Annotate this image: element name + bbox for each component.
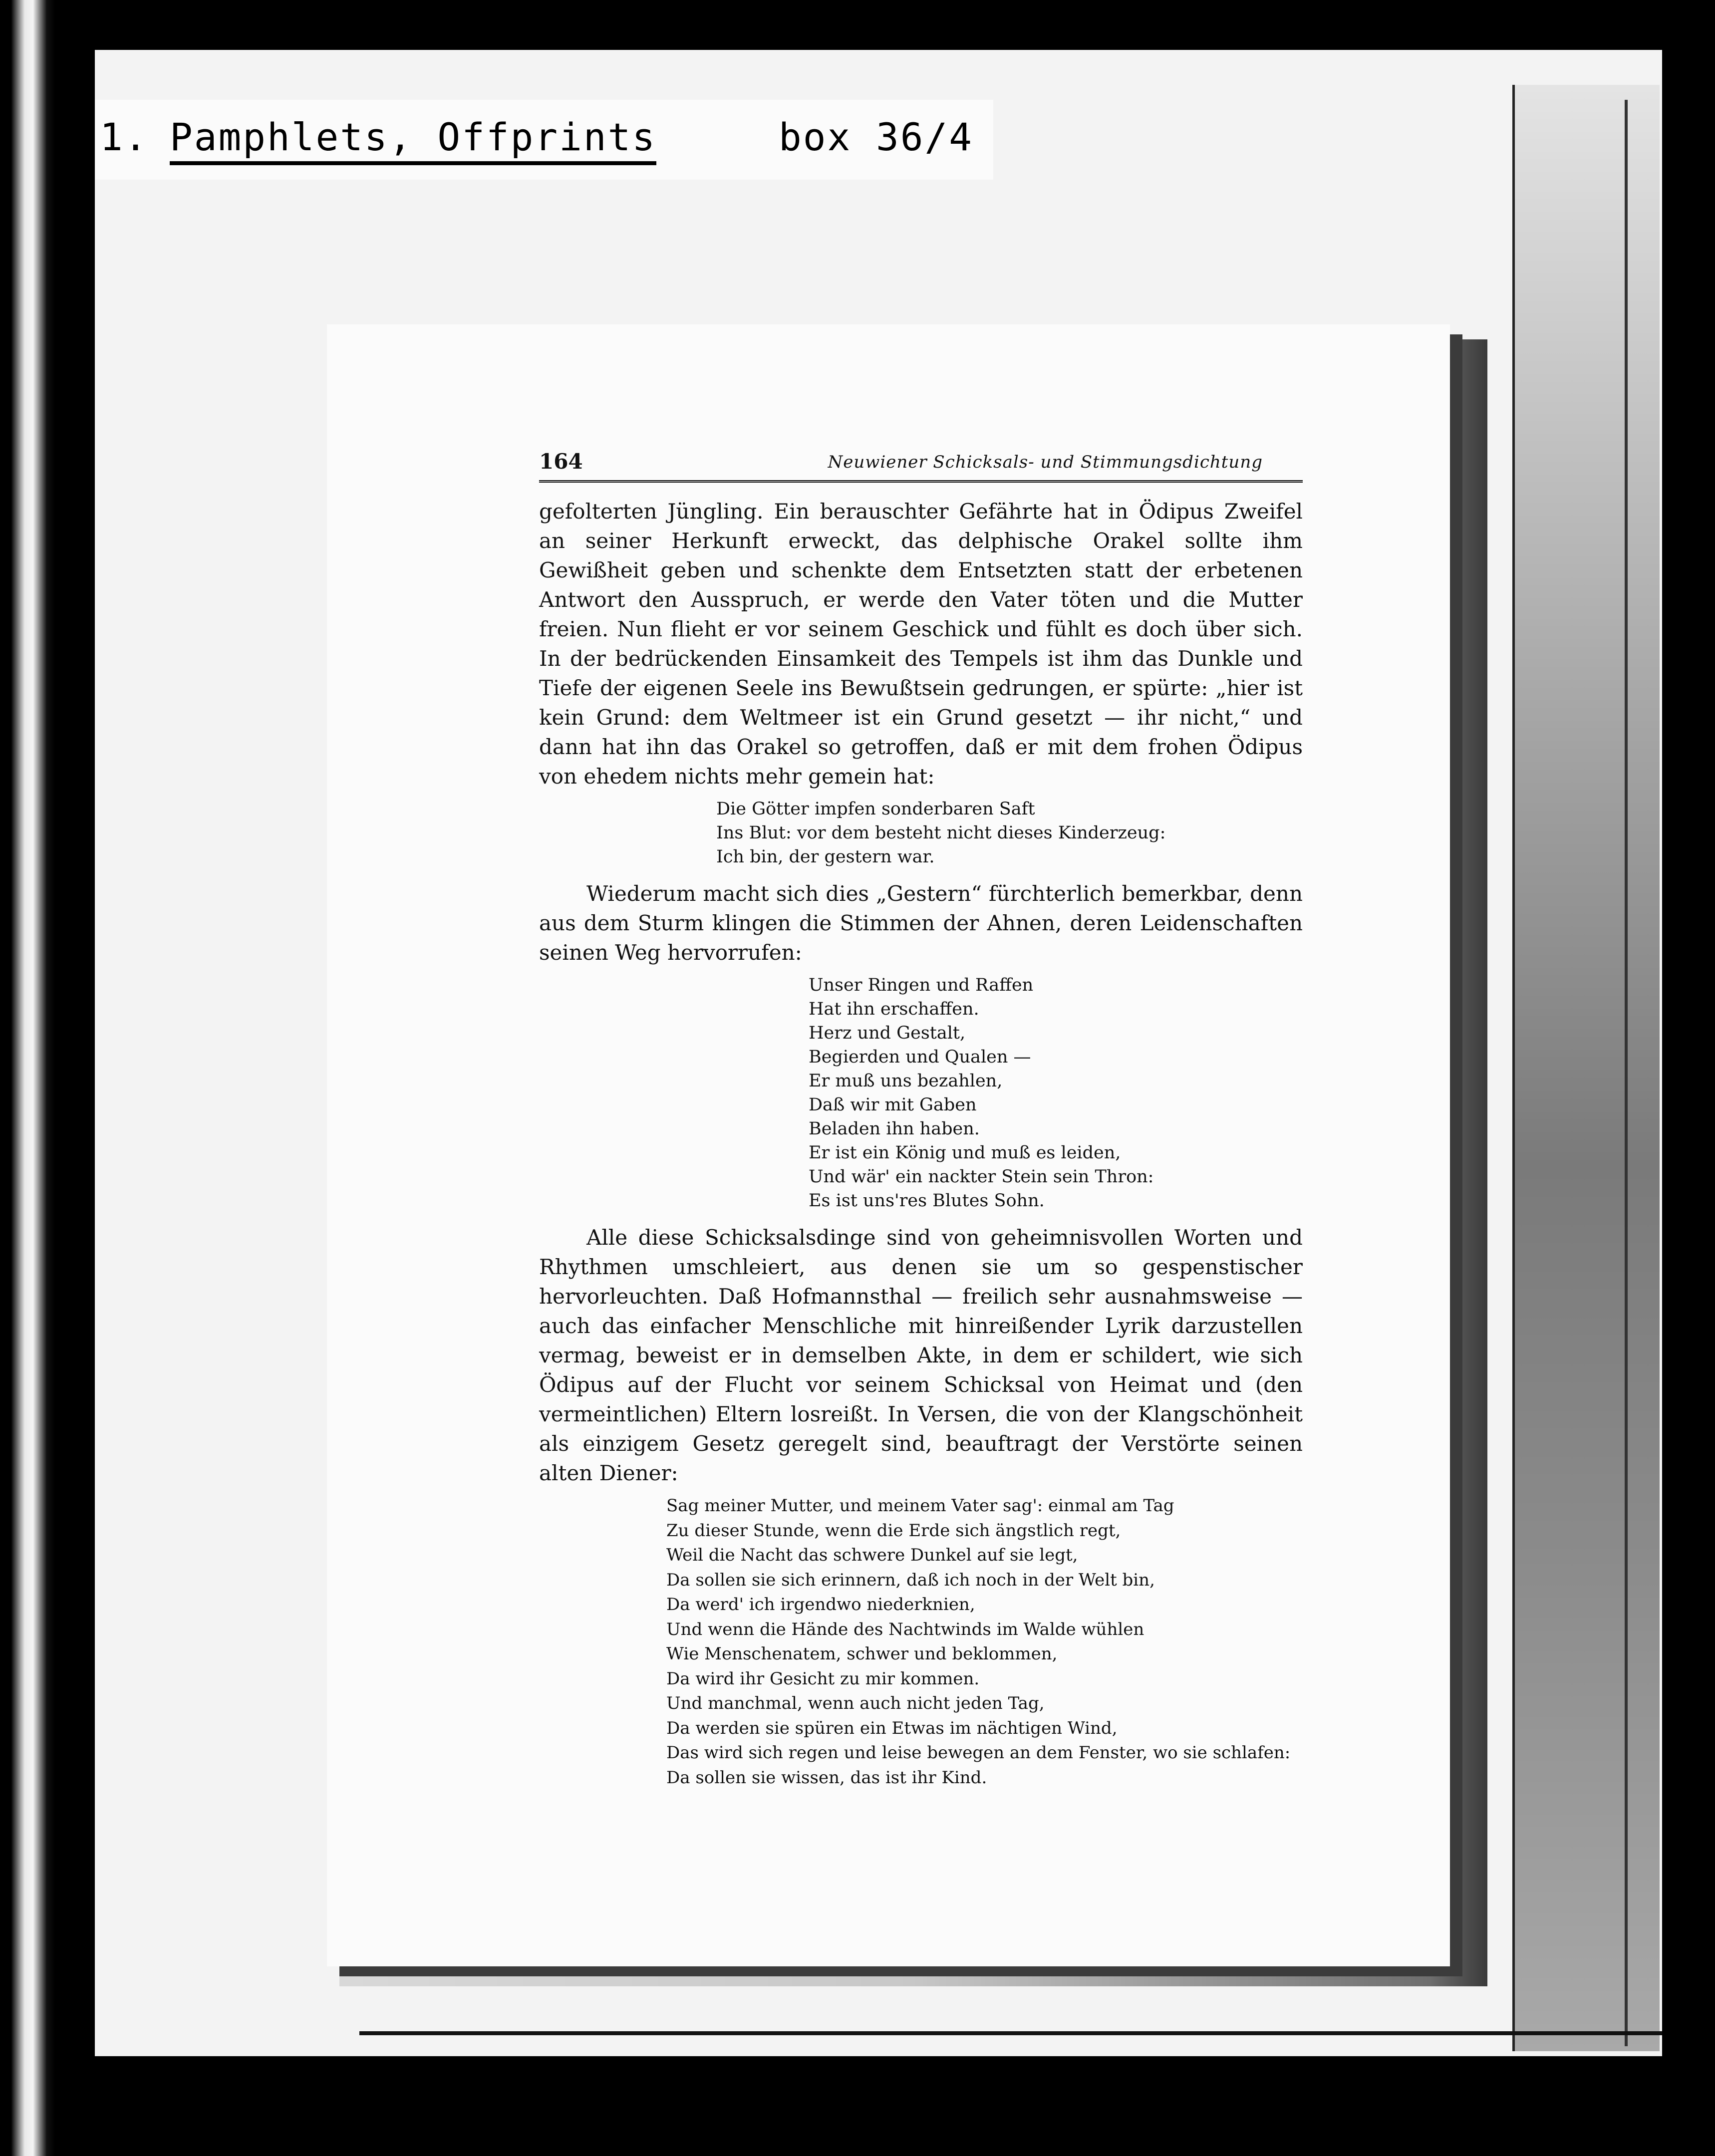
poem-line: Beladen ihn haben. [809,1119,980,1139]
poem-line: Herz und Gestalt, [809,1023,966,1043]
poem-line: Da sollen sie sich erinnern, daß ich noch in der Welt bin, [666,1570,1155,1590]
poem-line: Weil die Nacht das schwere Dunkel auf sie legt, [666,1545,1078,1565]
poem-3 [666,1494,1303,1790]
poem-line: Da sollen sie wissen, das ist ihr Kind. [666,1767,987,1788]
poem-line: Sag meiner Mutter, und meinem Vater sag': einmal am Tag [666,1496,1174,1516]
scan-left-edge [0,0,55,2156]
poem-2 [809,973,1303,1213]
paragraph-2: Wiederum macht sich dies „Gestern“ fürchterlich bemerkbar, denn aus dem Sturm klingen die Stimmen der Ahnen, deren Leidenschaften seinen Weg hervorrufen: [539,881,1303,965]
page-header [539,449,1303,483]
folder-edge-line [1625,100,1628,2046]
poem-1 [716,797,1303,869]
folder-bottom-edge [359,2031,1662,2035]
poem-line: Wie Menschenatem, schwer und beklommen, [666,1644,1058,1664]
poem-line: Unser Ringen und Raffen [809,975,1034,995]
poem-line: Daß wir mit Gaben [809,1095,977,1115]
paragraph-1: gefolterten Jüngling. Ein berauschter Gefährte hat in Ödipus Zweifel an seiner Herkunft erweckt, das delphische Orakel sollte ihm Gewißheit geben und schenkte dem Entsetzten statt der erbetenen Antwort den Ausspruch, er werde den Vater töten und die Mutter freien. Nun flieht er vor seinem Geschick und fühlt es doch über sich. In der bedrückenden Einsamkeit des Tempels ist ihm das Dunkle und Tiefe der eigenen Seele ins Bewußtsein gedrungen, er spürte: „hier ist kein Grund: dem Weltmeer ist ein Grund gesetzt — ihr nicht,“ und dann hat ihn das Orakel so getroffen, daß er mit dem frohen Ödipus von ehedem nichts mehr gemein hat: [539,499,1303,789]
poem-line: Hat ihn erschaffen. [809,999,979,1019]
header-number: 1. [100,115,149,159]
poem-line: Das wird sich regen und leise bewegen an dem Fenster, wo sie schlafen: [666,1743,1291,1763]
poem-line: Ich bin, der gestern war. [716,847,935,867]
poem-line: Und wär' ein nackter Stein sein Thron: [809,1167,1154,1187]
poem-line: Die Götter impfen sonderbaren Saft [716,799,1035,819]
poem-line: Und wenn die Hände des Nachtwinds im Walde wühlen [666,1619,1144,1639]
header-category: Pamphlets, Offprints [170,115,656,165]
poem-line: Begierden und Qualen — [809,1047,1031,1067]
poem-line: Da werd' ich irgendwo niederknien, [666,1595,975,1615]
poem-line: Da werden sie spüren ein Etwas im nächtigen Wind, [666,1718,1118,1738]
poem-line: Er ist ein König und muß es leiden, [809,1143,1121,1163]
poem-line: Da wird ihr Gesicht zu mir kommen. [666,1668,980,1689]
paragraph-3: Alle diese Schicksalsdinge sind von geheimnisvollen Worten und Rhythmen umschleiert, aus denen sie um so gespenstischer hervorleuchten. Daß Hofmannsthal — freilich sehr ausnahmsweise — auch das einfacher Menschliche mit hinreißender Lyrik darzustellen vermag, beweist er in demselben Akte, in dem er schildert, wie sich Ödipus auf der Flucht vor seinem Schicksal von Heimat und (den vermeintlichen) Eltern losreißt. In Versen, die von der Klangschönheit als einzigem Gesetz geregelt sind, beauftragt der Verstörte seinen alten Diener: [539,1225,1303,1485]
poem-line: Er muß uns bezahlen, [809,1071,1003,1091]
poem-line: Zu dieser Stunde, wenn die Erde sich ängstlich regt, [666,1520,1121,1541]
running-title: Neuwiener Schicksals- und Stimmungsdichtung [828,452,1263,472]
poem-line: Und manchmal, wenn auch nicht jeden Tag, [666,1693,1045,1713]
folder-shadow-edge [1512,85,1660,2051]
archive-header-label [95,100,993,180]
page-content [539,449,1303,1796]
page-number: 164 [539,449,583,474]
poem-line: Ins Blut: vor dem besteht nicht dieses Kinderzeug: [716,823,1166,843]
header-box: box 36/4 [779,115,974,159]
poem-line: Es ist uns'res Blutes Sohn. [809,1191,1045,1211]
document-page [327,324,1450,1966]
